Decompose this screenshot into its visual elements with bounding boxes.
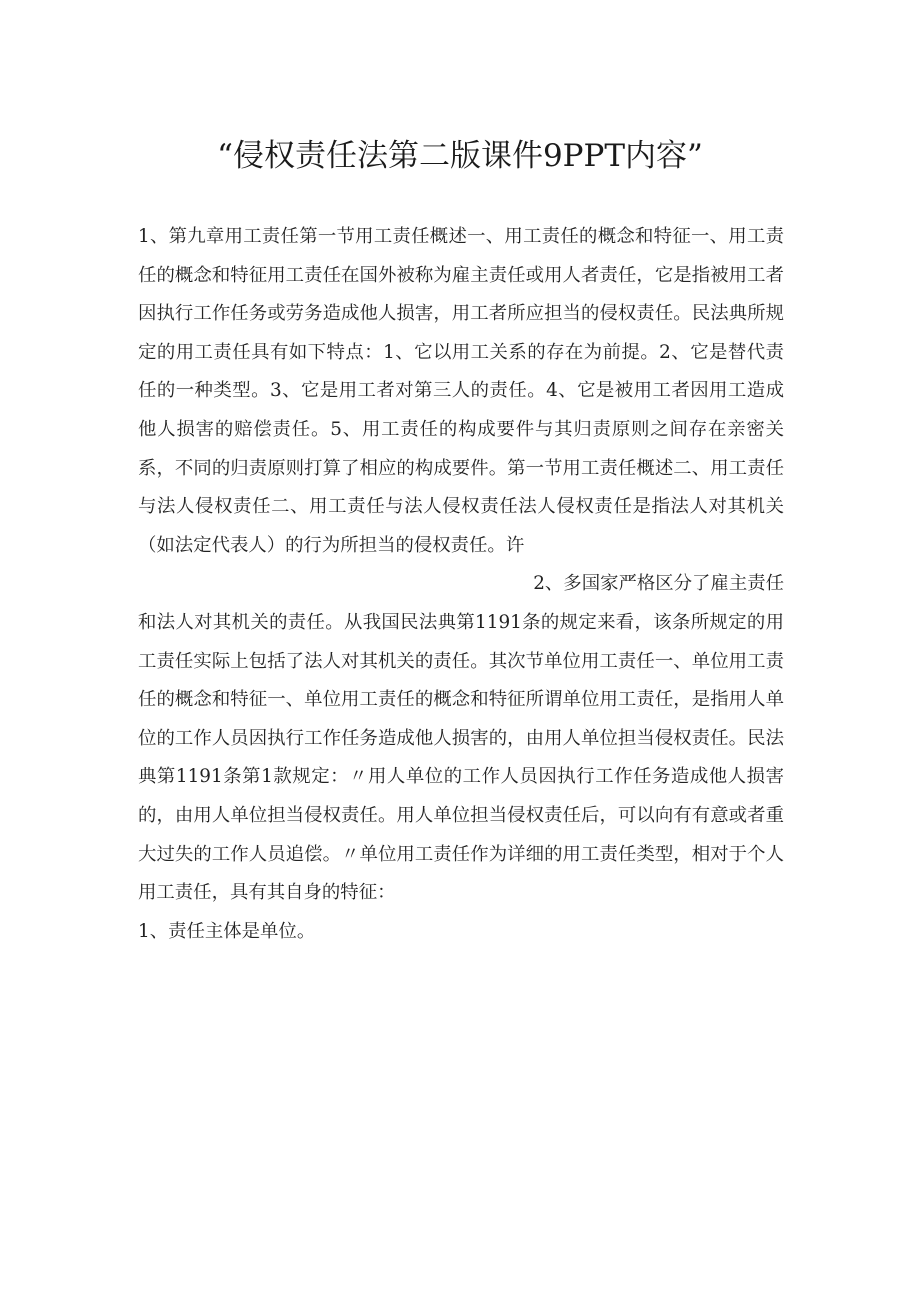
document-title: “侵权责任法第二版课件9PPT内容” bbox=[217, 138, 703, 174]
paragraph-4: 1、责任主体是单位。 bbox=[138, 920, 316, 942]
paragraph-3: 和法人对其机关的责任。从我国民法典第1191条的规定来看，该条所规定的用工责任实际上包括了法人对其机关的责任。其次节单位用工责任一、单位用工责任的概念和特征一、单位用工责任的概念和特征所谓单位用工责任，是指用人单位的工作人员因执行工作任务造成他人损害的，由用人单位担当侵权责任。民法典第1191条第1款规定：〃用人单位的工作人员因执行工作任务造成他人损害的，由用人单位担当侵权责任。用人单位担当侵权责任后，可以向有有意或者重大过失的工作人员追偿。〃单位用工责任作为详细的用工责任类型，相对于个人用工责任，具有其自身的特征： bbox=[138, 611, 784, 904]
document-body bbox=[138, 218, 784, 951]
paragraph-1: 1、第九章用工责任第一节用工责任概述一、用工责任的概念和特征一、用工责任的概念和特征用工责任在国外被称为雇主责任或用人者责任，它是指被用工者因执行工作任务或劳务造成他人损害，用工者所应担当的侵权责任。民法典所规定的用工责任具有如下特点：1、它以用工关系的存在为前提。2、它是替代责任的一种类型。3、它是用工者对第三人的责任。4、它是被用工者因用工造成他人损害的赔偿责任。5、用工责任的构成要件与其归责原则之间存在亲密关系，不同的归责原则打算了相应的构成要件。第一节用工责任概述二、用工责任与法人侵权责任二、用工责任与法人侵权责任法人侵权责任是指法人对其机关（如法定代表人）的行为所担当的侵权责任。许 bbox=[138, 226, 784, 556]
paragraph-2: 2、多国家严格区分了雇主责任 bbox=[533, 573, 784, 595]
